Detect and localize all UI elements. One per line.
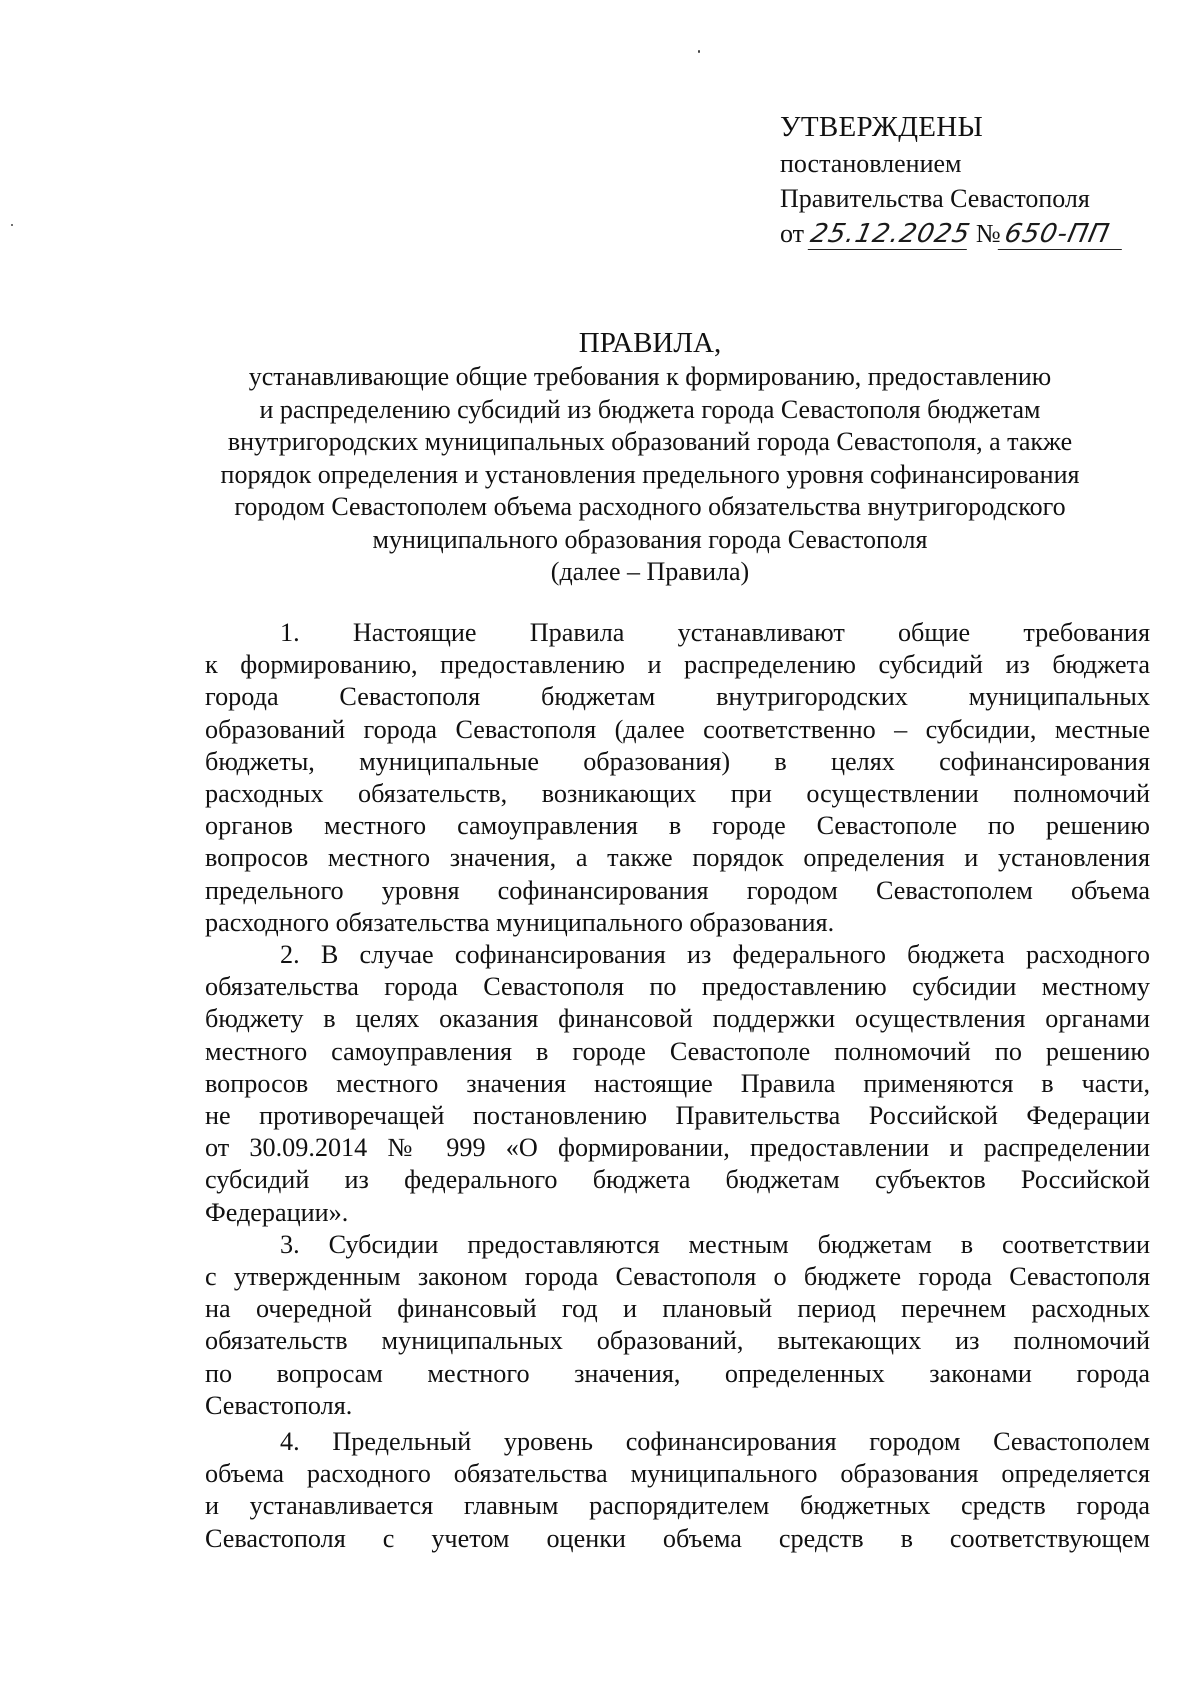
paragraph-line: расходного обязательства муниципального образования. bbox=[205, 907, 835, 937]
paragraph-line: и устанавливается главным распорядителем бюджетных средств города bbox=[205, 1491, 1150, 1521]
approval-line-2: Правительства Севастополя bbox=[780, 184, 1090, 213]
paragraph-line: бюджету в целях оказания финансовой поддержки осуществления органами bbox=[205, 1004, 1150, 1034]
scan-speck bbox=[698, 50, 700, 53]
handwritten-date: 25.12.2025 bbox=[807, 219, 973, 249]
paragraph-line: 1. Настоящие Правила устанавливают общие требования bbox=[280, 618, 1150, 647]
paragraph-line: не противоречащей постановлению Правительства Российской Федерации bbox=[205, 1101, 1150, 1131]
document-body bbox=[205, 617, 1150, 1555]
paragraph-line: расходных обязательств, возникающих при осуществлении полномочий bbox=[205, 779, 1150, 809]
subtitle-line: муниципального образования города Севастополя bbox=[372, 524, 928, 554]
document-title: ПРАВИЛА, bbox=[578, 327, 722, 359]
number-prefix: № bbox=[975, 219, 1001, 248]
paragraph-line: вопросов местного значения, а также порядок определения и установления bbox=[205, 843, 1150, 873]
paragraph-line: местного самоуправления в городе Севастополе полномочий по решению bbox=[205, 1036, 1150, 1066]
paragraph-line: 3. Субсидии предоставляются местным бюджетам в соответствии bbox=[280, 1229, 1150, 1259]
paragraph-3 bbox=[205, 1229, 1150, 1422]
subtitle-line: внутригородских муниципальных образований города Севастополя, а также bbox=[227, 427, 1073, 456]
paragraph-line: объема расходного обязательства муниципального образования определяется bbox=[205, 1459, 1150, 1489]
paragraph-line: с утвержденным законом города Севастополя о бюджете города Севастополя bbox=[205, 1262, 1150, 1292]
approval-heading: УТВЕРЖДЕНЫ bbox=[780, 111, 984, 143]
paragraph-line: Севастополя с учетом оценки объема средств в соответствующем bbox=[205, 1523, 1150, 1553]
paragraph-line: субсидий из федерального бюджета бюджетам субъектов Российской bbox=[205, 1165, 1150, 1195]
paragraph-line: на очередной финансовый год и плановый период перечнем расходных bbox=[205, 1294, 1150, 1324]
approval-stamp bbox=[780, 108, 1180, 251]
scan-speck bbox=[11, 224, 13, 226]
paragraph-line: бюджеты, муниципальные образования) в целях софинансирования bbox=[205, 746, 1150, 776]
subtitle-line: (далее – Правила) bbox=[550, 557, 750, 586]
handwritten-number: 650-ПП bbox=[997, 219, 1128, 250]
paragraph-line: 2. В случае софинансирования из федерального бюджета расходного bbox=[280, 940, 1150, 970]
paragraph-2 bbox=[205, 939, 1150, 1229]
paragraph-line: к формированию, предоставлению и распределению субсидий из бюджета bbox=[205, 650, 1150, 680]
paragraph-line: 4. Предельный уровень софинансирования городом Севастополем bbox=[280, 1427, 1150, 1457]
subtitle-line: устанавливающие общие требования к формированию, предоставлению bbox=[248, 362, 1052, 391]
paragraph-line: вопросов местного значения настоящие Правила применяются в части, bbox=[205, 1068, 1150, 1098]
paragraph-line: обязательств муниципальных образований, вытекающих из полномочий bbox=[205, 1326, 1150, 1356]
paragraph-line: города Севастополя бюджетам внутригородских муниципальных bbox=[205, 682, 1150, 712]
approval-dateline bbox=[780, 216, 1180, 251]
paragraph-line: обязательства города Севастополя по предоставлению субсидии местному bbox=[205, 972, 1150, 1002]
date-prefix: от bbox=[780, 219, 805, 248]
document-title-block bbox=[200, 325, 1100, 589]
paragraph-1 bbox=[205, 617, 1150, 939]
document-subtitle bbox=[200, 361, 1100, 589]
paragraph-line: органов местного самоуправления в городе Севастополе по решению bbox=[205, 811, 1150, 841]
subtitle-line: городом Севастополем объема расходного обязательства внутригородского bbox=[234, 492, 1066, 521]
paragraph-line: от 30.09.2014 № 999 «О формировании, предоставлении и распределении bbox=[205, 1133, 1150, 1163]
paragraph-line: Севастополя. bbox=[205, 1390, 353, 1420]
subtitle-line: порядок определения и установления предельного уровня софинансирования bbox=[220, 459, 1080, 489]
paragraph-line: образований города Севастополя (далее соответственно – субсидии, местные bbox=[205, 714, 1150, 744]
paragraph-line: по вопросам местного значения, определенных законами города bbox=[205, 1358, 1150, 1388]
paragraph-line: предельного уровня софинансирования городом Севастополем объема bbox=[205, 875, 1150, 905]
paragraph-4 bbox=[205, 1426, 1150, 1555]
subtitle-line: и распределению субсидий из бюджета города Севастополя бюджетам bbox=[259, 394, 1041, 424]
approval-line-1: постановлением bbox=[780, 149, 962, 178]
paragraph-line: Федерации». bbox=[205, 1197, 349, 1227]
